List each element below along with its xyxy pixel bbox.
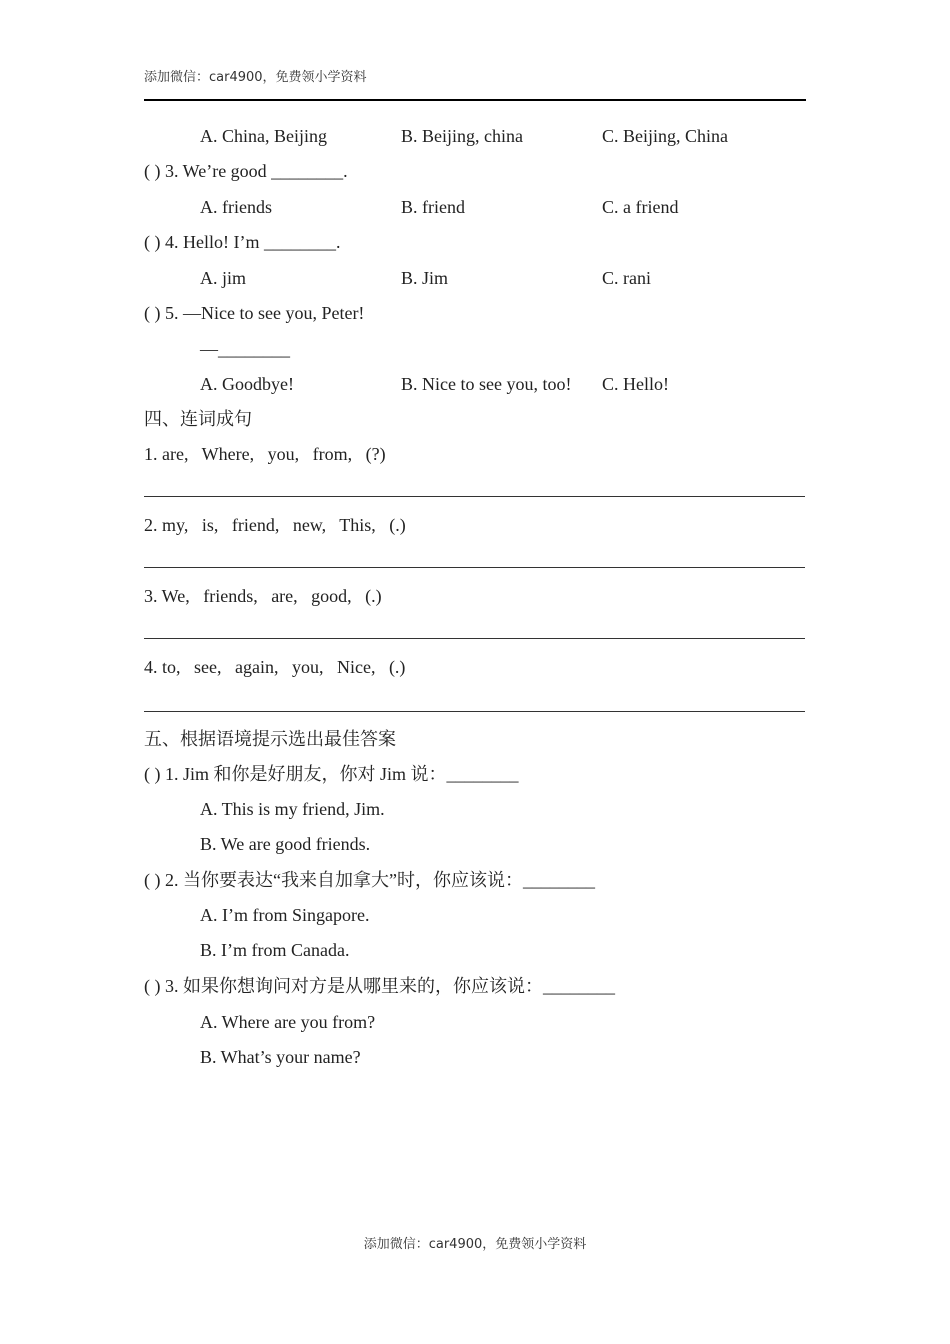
section5-question-1: ( ) 1. Jim 和你是好朋友，你对 Jim 说：________ xyxy=(144,764,519,784)
page-footer: 添加微信：car4900，免费领小学资料 xyxy=(363,1237,587,1252)
section4-item-1: 1. are, Where, you, from, (?) xyxy=(144,444,386,464)
s5q2-option-a: A. I’m from Singapore. xyxy=(200,905,370,925)
section5-question-2: ( ) 2. 当你要表达“我来自加拿大”时，你应该说：________ xyxy=(144,870,595,890)
q2-option-b: B. Beijing, china xyxy=(401,126,523,146)
answer-line-3[interactable] xyxy=(144,638,805,639)
q3-option-c: C. a friend xyxy=(602,197,679,217)
q4-option-a: A. jim xyxy=(200,268,247,288)
section4-item-3: 3. We, friends, are, good, (.) xyxy=(144,586,382,606)
section-4-title: 四、连词成句 xyxy=(144,409,252,429)
s5q1-option-a: A. This is my friend, Jim. xyxy=(200,799,385,819)
q2-option-c: C. Beijing, China xyxy=(602,126,728,146)
q4-option-c: C. rani xyxy=(602,268,651,288)
answer-line-1[interactable] xyxy=(144,496,805,497)
q3-option-b: B. friend xyxy=(401,197,465,217)
q3-option-a: A. friends xyxy=(200,197,272,217)
page-header: 添加微信：car4900，免费领小学资料 xyxy=(144,70,367,85)
s5q3-option-a: A. Where are you from? xyxy=(200,1012,376,1032)
question-5: ( ) 5. —Nice to see you, Peter! xyxy=(144,303,365,323)
section-5-title: 五、根据语境提示选出最佳答案 xyxy=(144,729,396,749)
s5q2-option-b: B. I’m from Canada. xyxy=(200,940,350,960)
header-rule xyxy=(144,99,806,101)
section4-item-4: 4. to, see, again, you, Nice, (.) xyxy=(144,657,406,677)
q5-option-b: B. Nice to see you, too! xyxy=(401,374,572,394)
section4-item-2: 2. my, is, friend, new, This, (.) xyxy=(144,515,406,535)
question-4: ( ) 4. Hello! I’m ________. xyxy=(144,232,341,252)
q2-option-a: A. China, Beijing xyxy=(200,126,327,146)
answer-line-4[interactable] xyxy=(144,711,805,712)
s5q3-option-b: B. What’s your name? xyxy=(200,1047,361,1067)
q4-option-b: B. Jim xyxy=(401,268,449,288)
answer-line-2[interactable] xyxy=(144,567,805,568)
question-3: ( ) 3. We’re good ________. xyxy=(144,161,348,181)
section5-question-3: ( ) 3. 如果你想询问对方是从哪里来的，你应该说：________ xyxy=(144,976,615,996)
q5-option-c: C. Hello! xyxy=(602,374,669,394)
q5-option-a: A. Goodbye! xyxy=(200,374,294,394)
s5q1-option-b: B. We are good friends. xyxy=(200,834,371,854)
q5-reply-blank: —________ xyxy=(200,339,290,359)
